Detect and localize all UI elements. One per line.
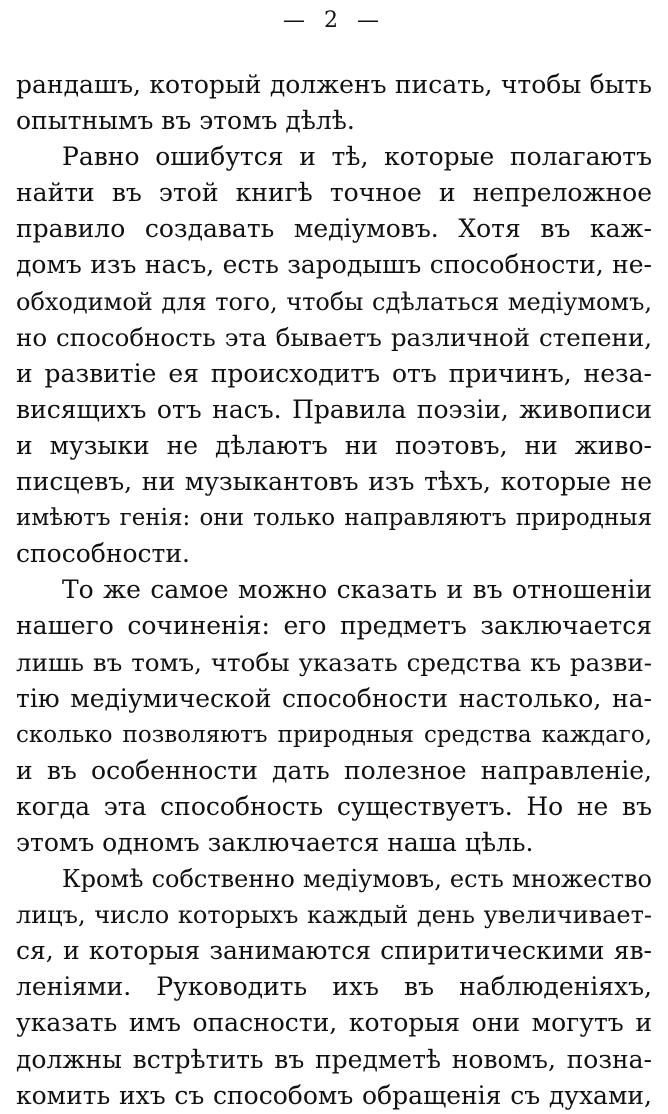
text-line: Кромѣ собственно медіумовъ, есть множество bbox=[62, 865, 652, 894]
text-line: но способность эта бываетъ различной степени, bbox=[16, 322, 652, 352]
text-line: рандашъ, который долженъ писать, чтобы быть bbox=[16, 70, 652, 99]
text-line: тію медіумической способности настолько, на- bbox=[16, 683, 652, 713]
text-line: и музыки не дѣлаютъ ни поэтовъ, ни живо- bbox=[16, 430, 652, 460]
text-line: писцевъ, ни музыкантовъ изъ тѣхъ, которые не bbox=[16, 467, 652, 497]
text-line: найти въ этой книгѣ точное и непреложное bbox=[16, 178, 652, 208]
text-line: должны встрѣтить въ предметѣ новомъ, позна- bbox=[16, 1044, 652, 1074]
text-line: комить ихъ съ способомъ обращенія съ духами, bbox=[16, 1080, 652, 1110]
text-line: лицъ, число которыхъ каждый день увеличивает- bbox=[16, 901, 652, 930]
text-line: когда эта способность существуетъ. Но не въ bbox=[16, 791, 652, 821]
text-line: ся, и которыя занимаются спиритическими яв- bbox=[16, 936, 652, 966]
text-line: сколько позволяютъ природныя средства каждаго, bbox=[16, 721, 652, 748]
text-line: правило создавать медіумовъ. Хотя въ каж- bbox=[16, 214, 652, 244]
text-line: нашего сочиненія: его предметъ заключается bbox=[16, 611, 652, 641]
text-line: этомъ одномъ заключается наша цѣль. bbox=[16, 827, 534, 857]
text-line: опытнымъ въ этомъ дѣлѣ. bbox=[16, 106, 355, 136]
text-line: То же самое можно сказать и въ отношеніи bbox=[62, 575, 652, 605]
text-line: висящихъ отъ насъ. Правила поэзіи, живописи bbox=[16, 394, 652, 424]
page-number: — 2 — bbox=[283, 8, 385, 33]
text-line: имѣютъ генія: они только направляютъ природныя bbox=[16, 505, 652, 532]
text-line: леніями. Руководить ихъ въ наблюденіяхъ, bbox=[16, 972, 652, 1002]
text-line: обходимой для того, чтобы сдѣлаться медіумомъ, bbox=[16, 287, 652, 316]
text-line: и развитіе ея происходитъ отъ причинъ, неза- bbox=[16, 358, 652, 388]
text-line: и въ особенности дать полезное направленіе, bbox=[16, 755, 652, 785]
text-line: домъ изъ насъ, есть зародышъ способности, не- bbox=[16, 250, 652, 280]
text-line: указать имъ опасности, которыя они могутъ и bbox=[16, 1008, 652, 1038]
text-line: лишь въ томъ, чтобы указать средства къ разви- bbox=[16, 647, 652, 677]
text-line: способности. bbox=[16, 539, 190, 569]
body-text bbox=[16, 67, 652, 1114]
text-line: Равно ошибутся и тѣ, которые полагаютъ bbox=[62, 142, 652, 172]
